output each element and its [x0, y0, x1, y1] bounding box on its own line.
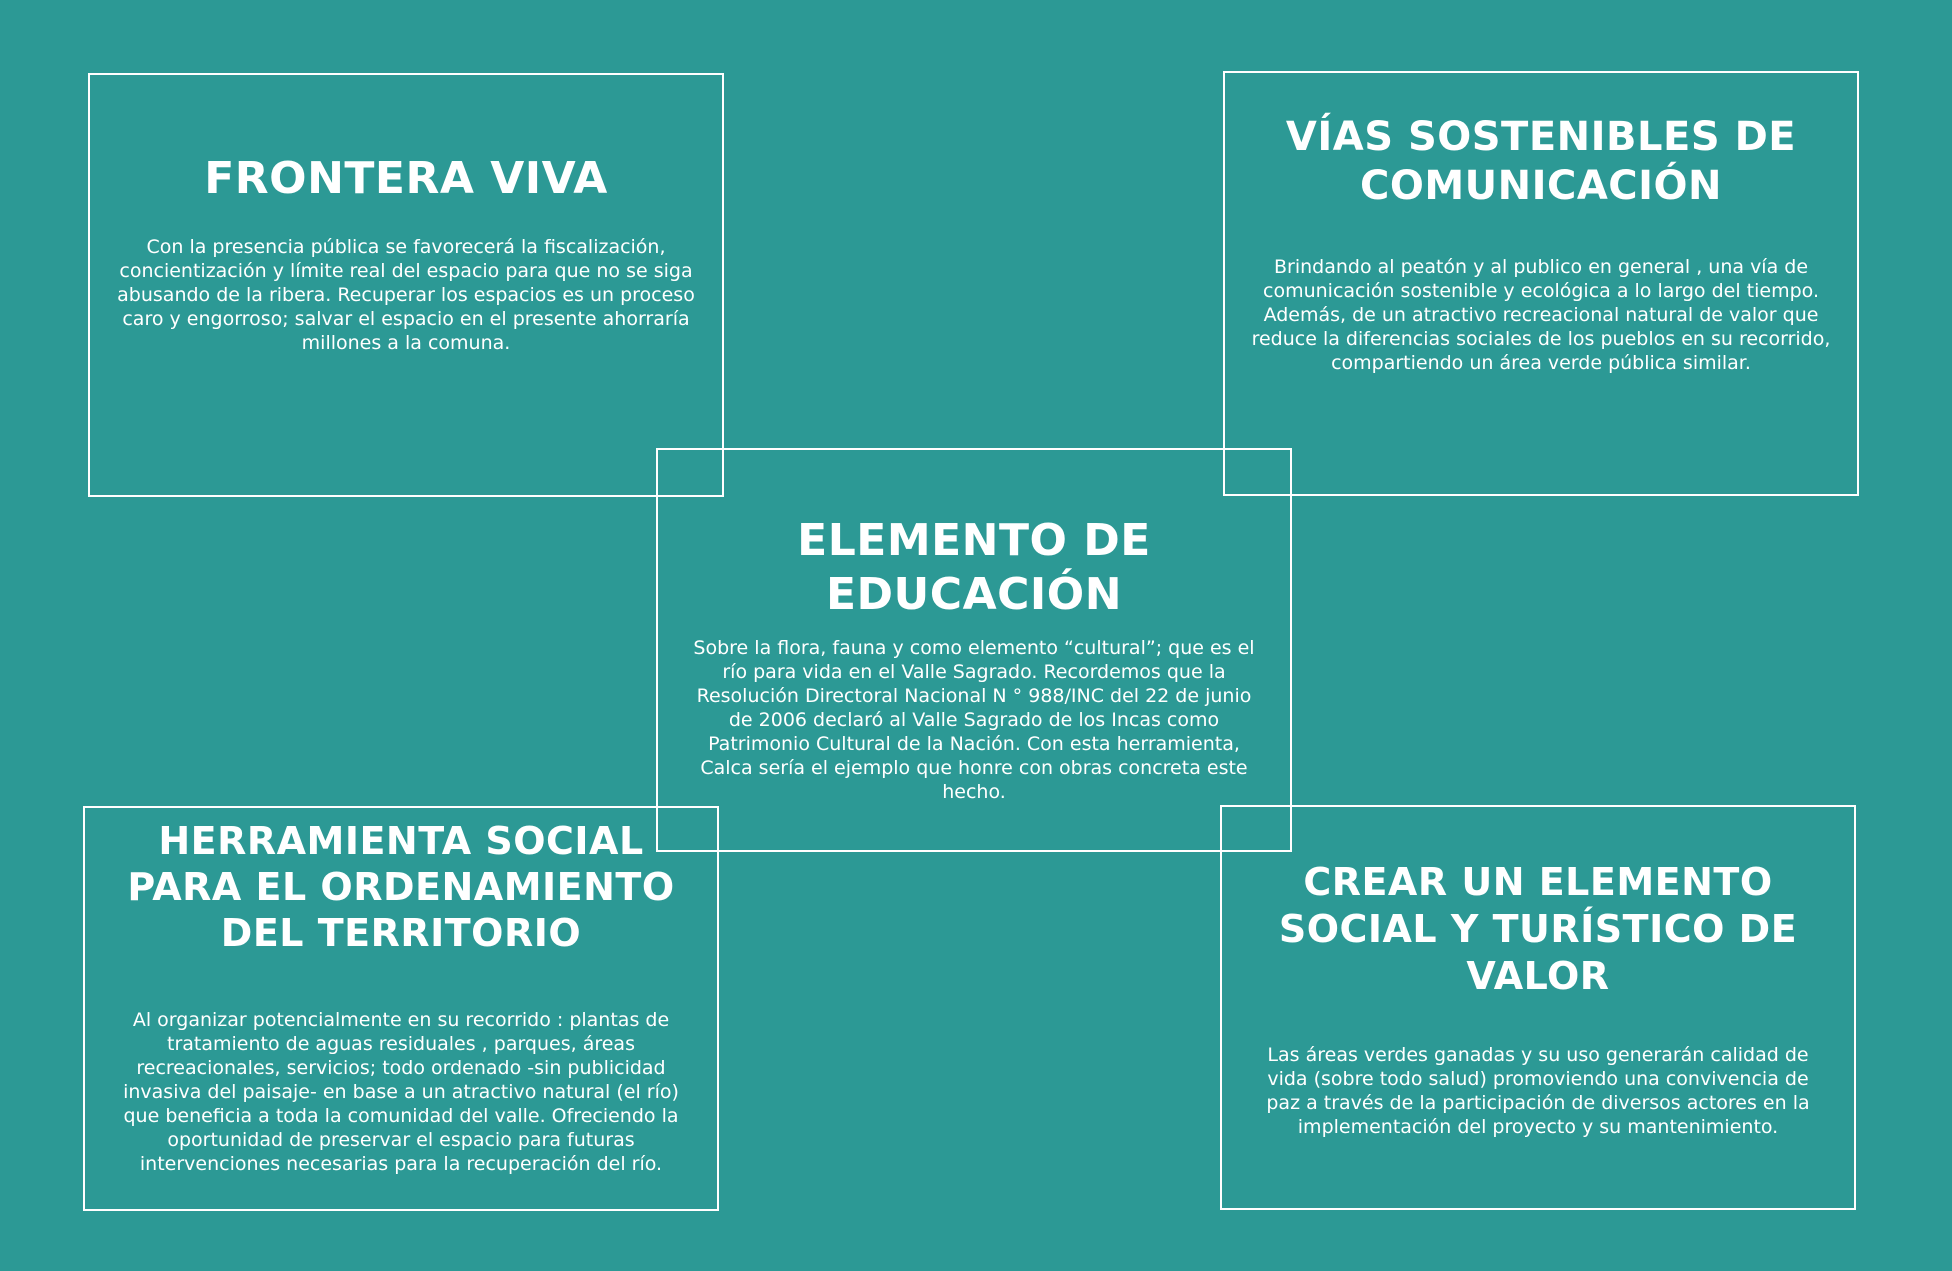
box-crear-elemento	[1220, 805, 1856, 1210]
box-title: ELEMENTO DE EDUCACIÓN	[797, 515, 1151, 620]
box-herramienta-social	[83, 806, 719, 1211]
box-text: Con la presencia pública se favorecerá la fiscalización, concientización y límite real del espacio para que no se siga abusando de la ribera. Recuperar los espacios es un proceso caro y engorroso; salvar el espacio en el presente ahorraría millones a la comuna.	[117, 236, 695, 354]
box-frontera-viva	[88, 73, 724, 497]
box-text: Las áreas verdes ganadas y su uso generarán calidad de vida (sobre todo salud) promoviendo una convivencia de paz a través de la participación de diversos actores en la implementación del proyecto y su mantenimiento.	[1266, 1044, 1810, 1138]
box-text: Brindando al peatón y al publico en general , una vía de comunicación sostenible y ecológica a lo largo del tiempo. Además, de un atractivo recreacional natural de valor que reduce la diferencias sociales de los pueblos en su recorrido, compartiendo un área verde pública similar.	[1251, 256, 1831, 374]
box-title: VÍAS SOSTENIBLES DE COMUNICACIÓN	[1285, 114, 1797, 209]
box-elemento-educacion	[656, 448, 1292, 852]
box-text: Sobre la flora, fauna y como elemento “cultural”; que es el río para vida en el Valle Sagrado. Recordemos que la Resolución Directoral Nacional N ° 988/INC del 22 de junio de 2006 declaró al Valle Sagrado de los Incas como Patrimonio Cultural de la Nación. Con esta herramienta, Calca sería el ejemplo que honre con obras concreta este hecho.	[693, 637, 1255, 803]
box-text: Al organizar potencialmente en su recorrido : plantas de tratamiento de aguas residuales , parques, áreas recreacionales, servicios; todo ordenado -sin publicidad invasiva del paisaje- en base a un atractivo natural (el río) que beneficia a toda la comunidad del valle. Ofreciendo la oportunidad de preservar el espacio para futuras intervenciones necesarias para la recuperación del río.	[123, 1009, 679, 1175]
box-title: FRONTERA VIVA	[204, 153, 608, 204]
box-title: HERRAMIENTA SOCIAL PARA EL ORDENAMIENTO DEL TERRITORIO	[127, 819, 675, 955]
box-title: CREAR UN ELEMENTO SOCIAL Y TURÍSTICO DE VALOR	[1278, 860, 1798, 998]
box-vias-sostenibles	[1223, 71, 1859, 496]
